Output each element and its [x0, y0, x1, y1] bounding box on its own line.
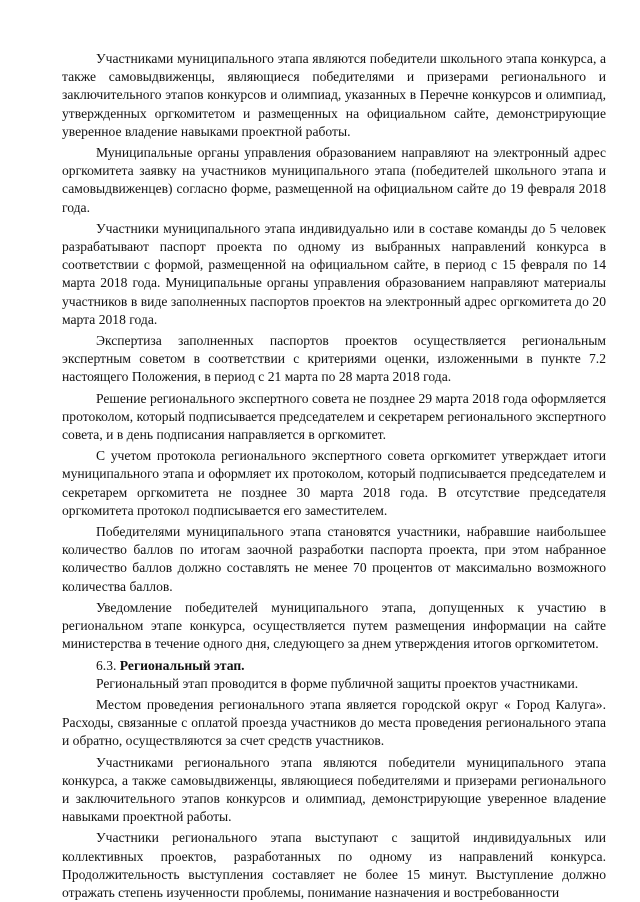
paragraph-expert-decision: Решение регионального экспертного совета не позднее 29 марта 2018 года оформляется протоколом, который подписывается председателем и секретарем регионального экспертного совета, и в день подписания направляется в оргкомитет. — [62, 390, 606, 443]
paragraph-results-protocol: С учетом протокола регионального экспертного совета оргкомитет утверждает итоги муниципального этапа и оформляет их протоколом, который подписывается председателем и секретарем оргкомитета не позднее 30 марта 2018 года. В отсутствие председателя оргкомитета протокол подписывается его заместителем. — [62, 448, 606, 518]
paragraph-regional-participants: Участниками регионального этапа являются победители муниципального этапа конкурса, а также самовыдвиженцы, являющиеся победителями и призерами регионального и заключительного этапов конкурсов и олимпиад, демонстрирующие уверенное владение навыками проектной работы. — [62, 754, 606, 825]
paragraph-regional-location: Местом проведения регионального этапа является городской округ « Город Калуга». Расходы, связанные с оплатой проезда участников до места проведения регионального этапа и обратно, осуществляются за счет средств участников. — [62, 696, 606, 749]
paragraph-regional-presentation: Участники регионального этапа выступают с защитой индивидуальных или коллективных проектов, разработанных по одному из направлений конкурса. Продолжительность выступления составляет не более 15 минут. Выступление должно отражать степень изученности проблемы, понимание назначения и востребованности — [62, 830, 606, 900]
paragraph-winners: Победителями муниципального этапа становятся участники, набравшие наибольшее количество баллов по итогам заочной разработки паспорта проекта, при этом набранное количество баллов должно составлять не менее 70 процентов от максимально возможного количества баллов. — [62, 524, 606, 594]
paragraph-notification: Уведомление победителей муниципального этапа, допущенных к участию в региональном этапе конкурса, осуществляется путем размещения информации на сайте министерства в течение одного дня, следующего за днем утверждения итогов оргкомитетом. — [62, 599, 606, 652]
section-number: 6.3. — [96, 657, 117, 673]
section-heading — [62, 657, 606, 675]
paragraph-regional-format: Региональный этап проводится в форме публичной защиты проектов участниками. — [96, 675, 579, 691]
paragraph-municipal-application: Муниципальные органы управления образованием направляют на электронный адрес оргкомитета заявку на участников муниципального этапа (победителей школьного этапа и самовыдвиженцев) согласно форме, размещенной на официальном сайте до 19 февраля 2018 года. — [62, 145, 606, 215]
section-title: Региональный этап. — [119, 657, 245, 673]
paragraph-expertise: Экспертиза заполненных паспортов проектов осуществляется региональным экспертным советом в соответствии с критериями оценки, изложенными в пункте 7.2 настоящего Положения, в период с 21 марта по 28 марта 2018 года. — [62, 333, 606, 385]
paragraph-municipal-participants: Участниками муниципального этапа являются победители школьного этапа конкурса, а также самовыдвиженцы, являющиеся победителями и призерами регионального и заключительного этапов конкурсов и олимпиад, указанных в Перечне конкурсов и олимпиад, утвержденных оргкомитетом и размещенных на официальном сайте, демонстрирующие уверенное владение навыками проектной работы. — [62, 51, 606, 139]
paragraph-project-passport: Участники муниципального этапа индивидуально или в составе команды до 5 человек разрабатывают паспорт проекта по одному из выбранных направлений конкурса в соответствии с формой, размещенной на официальном сайте, в период с 15 февраля по 14 марта 2018 года. Муниципальные органы управления образованием направляют материалы участников в виде заполненных паспортов проектов на электронный адрес оргкомитета до 20 марта 2018 года. — [62, 220, 606, 327]
